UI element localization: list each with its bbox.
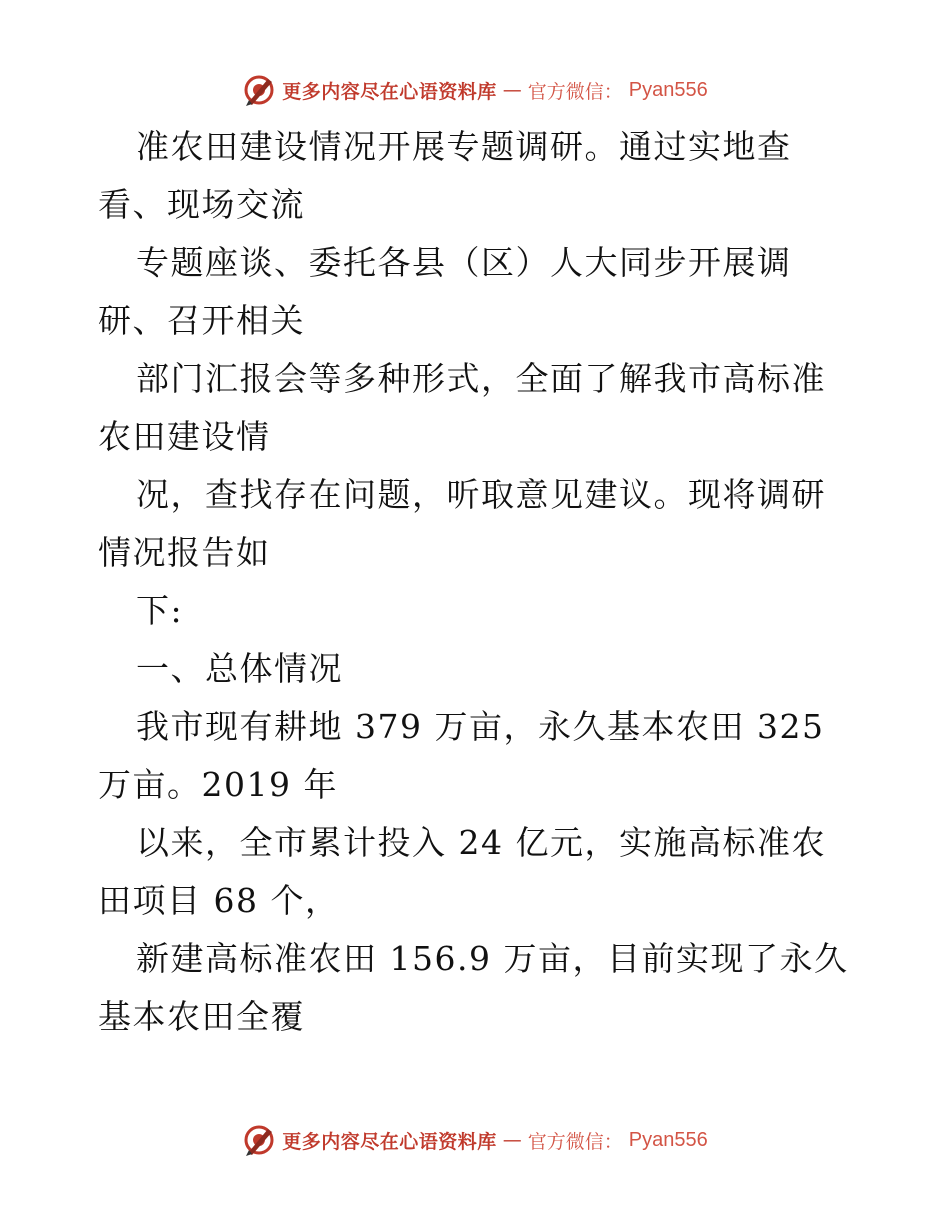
banner-contact-label: 官方微信： [527,1130,623,1153]
banner-brand-text: 更多内容尽在心语资料库 [282,1130,497,1153]
footer-banner [0,1120,950,1160]
document-body [98,118,858,1046]
paragraph-1: 准农田建设情况开展专题调研。通过实地查看、现场交流 [98,127,792,224]
paragraph-9: 新建高标准农田 156.9 万亩，目前实现了永久基本农田全覆 [98,939,849,1036]
paragraph-8: 以来，全市累计投入 24 亿元，实施高标准农田项目 68 个， [98,823,826,920]
banner-brand-text: 更多内容尽在心语资料库 [282,80,497,103]
banner-contact-label: 官方微信： [527,80,623,103]
banner-separator: — [502,1129,522,1151]
paragraph-7: 我市现有耕地 379 万亩，永久基本农田 325 万亩。2019 年 [98,707,825,804]
banner-separator: — [502,79,522,101]
banner-contact-id: Pyan556 [628,78,708,101]
paragraph-5: 下: [136,591,184,630]
section-heading: 一、总体情况 [136,649,343,688]
banner-contact-id: Pyan556 [628,1128,708,1151]
paragraph-3: 部门汇报会等多种形式，全面了解我市高标准农田建设情 [98,359,826,456]
pen-seal-logo-icon [242,1123,276,1157]
paragraph-4: 况，查找存在问题，听取意见建议。现将调研情况报告如 [98,475,826,572]
pen-seal-logo-icon [242,73,276,107]
paragraph-2: 专题座谈、委托各县（区）人大同步开展调研、召开相关 [98,243,792,340]
header-banner [0,70,950,110]
